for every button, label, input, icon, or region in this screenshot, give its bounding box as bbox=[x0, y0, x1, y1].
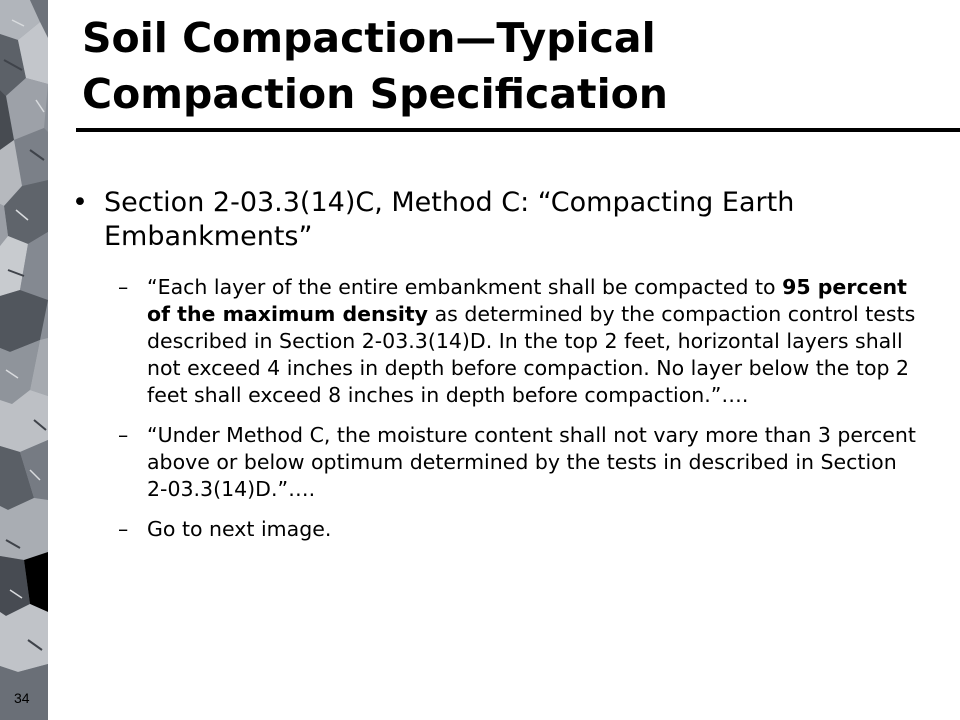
sub-list bbox=[112, 274, 932, 543]
rock-texture-image bbox=[0, 0, 48, 720]
sub-item-1-text-end: as determined by the compaction control tests described in Section 2-03.3(14)D. In the top 2 feet, horizontal layers shall not exceed 4 inches in depth before compaction. No layer below the top 2 feet shall exceed 8 inches in depth before compaction.”…. bbox=[147, 302, 916, 407]
sub-item-1-text-start: “Each layer of the entire embankment shall be compacted to bbox=[147, 275, 783, 299]
slide-title bbox=[82, 10, 952, 122]
slide-title-line-1: Soil Compaction—Typical bbox=[82, 14, 656, 62]
bullet-item bbox=[72, 186, 932, 254]
slide-title-line-2: Compaction Specification bbox=[82, 70, 668, 118]
title-underline bbox=[76, 128, 960, 132]
sub-item-1 bbox=[112, 274, 917, 409]
dash-icon: – bbox=[118, 423, 129, 447]
rock-texture-strip bbox=[0, 0, 48, 720]
slide-number: 34 bbox=[14, 690, 30, 706]
dash-icon: – bbox=[118, 275, 129, 299]
sub-item-3 bbox=[112, 516, 917, 543]
sub-item-3-text: Go to next image. bbox=[147, 517, 332, 541]
dash-icon: – bbox=[118, 517, 129, 541]
bullet-text: Section 2-03.3(14)C, Method C: “Compacting Earth Embankments” bbox=[104, 187, 795, 252]
sub-item-2-text: “Under Method C, the moisture content shall not vary more than 3 percent above or below optimum determined by the tests in described in Section 2-03.3(14)D.”…. bbox=[147, 423, 916, 501]
slide-content bbox=[72, 186, 932, 556]
sub-item-2 bbox=[112, 422, 917, 503]
sub-item-1-emphasis: 95 percent of the maximum density bbox=[147, 275, 907, 326]
bullet-icon: • bbox=[72, 187, 88, 218]
